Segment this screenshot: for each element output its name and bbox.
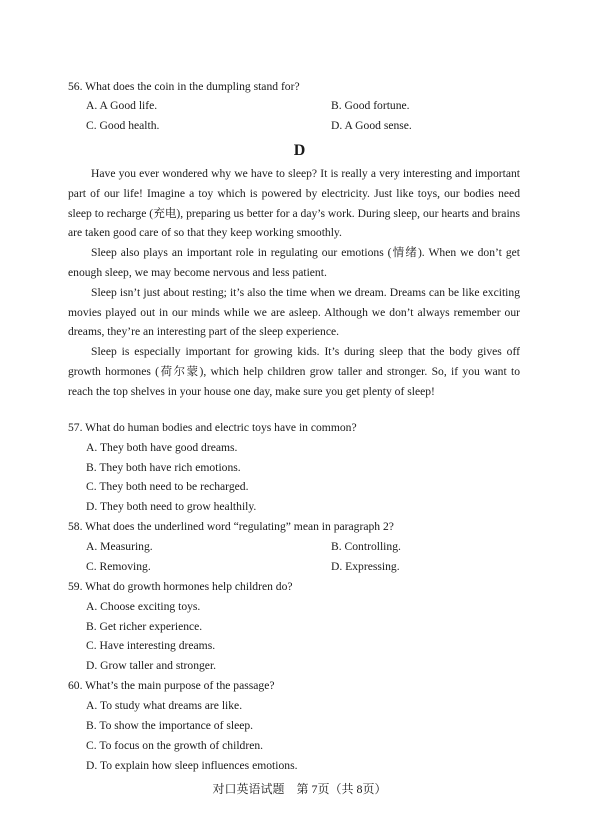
- q56-option-a: A. A Good life.: [86, 99, 158, 112]
- question-60: 60. What’s the main purpose of the passage?: [68, 679, 275, 692]
- q57-option-c: C. They both need to be recharged.: [86, 480, 249, 493]
- q58-option-b: B. Controlling.: [331, 540, 401, 553]
- q58-option-a: A. Measuring.: [86, 540, 153, 553]
- q57-option-a: A. They both have good dreams.: [86, 441, 238, 454]
- q57-option-b: B. They both have rich emotions.: [86, 461, 241, 474]
- q58-option-d: D. Expressing.: [331, 560, 400, 573]
- passage-paragraph-2: [68, 243, 520, 283]
- q60-option-d: D. To explain how sleep influences emotions.: [86, 759, 298, 772]
- page-footer: 对口英语试题 第 7页（共 8页）: [212, 782, 387, 796]
- passage-paragraph-1: Have you ever wondered why we have to sleep? It is really a very interesting and important part of our life! Imagine a toy which is powered by electricity. Just like toys, our bodies need sleep to recharge (充电), preparing us better for a day’s work. During sleep, our hearts and brains are taken good care of so that they keep working smoothly.: [68, 167, 520, 240]
- passage-paragraph-3: Sleep isn’t just about resting; it’s also the time when we dream. Dreams can be like exciting movies played out in our minds while we are asleep. Although we don’t always remember our dreams, they’re an interesting part of the sleep experience.: [68, 285, 520, 339]
- q56-option-d: D. A Good sense.: [331, 119, 412, 132]
- q58-option-c: C. Removing.: [86, 560, 151, 573]
- q59-option-b: B. Get richer experience.: [86, 620, 203, 633]
- reading-passage: [68, 164, 520, 402]
- q60-option-b: B. To show the importance of sleep.: [86, 719, 254, 732]
- q60-option-c: C. To focus on the growth of children.: [86, 739, 264, 752]
- q56-option-b: B. Good fortune.: [331, 99, 410, 112]
- passage-paragraph-4: Sleep is especially important for growing kids. It’s during sleep that the body gives off growth hormones (荷尔蒙), which help children grow taller and stronger. So, if you want to reach the top shelves in your house one day, make sure you get plenty of sleep!: [68, 345, 520, 398]
- question-57: 57. What do human bodies and electric toys have in common?: [68, 421, 357, 434]
- q56-option-c: C. Good health.: [86, 119, 160, 132]
- q60-option-a: A. To study what dreams are like.: [86, 699, 243, 712]
- q59-option-c: C. Have interesting dreams.: [86, 639, 216, 652]
- question-58: 58. What does the underlined word “regulating” mean in paragraph 2?: [68, 520, 394, 533]
- section-title: D: [293, 142, 306, 159]
- q59-option-a: A. Choose exciting toys.: [86, 600, 201, 613]
- underlined-word: regulating: [270, 246, 318, 260]
- p2-text-after: our emotions (情绪). When we don’t get enough sleep, we may become nervous and less patient.: [68, 246, 521, 279]
- question-56: 56. What does the coin in the dumpling stand for?: [68, 80, 300, 93]
- q59-option-d: D. Grow taller and stronger.: [86, 659, 217, 672]
- q57-option-d: D. They both need to grow healthily.: [86, 500, 257, 513]
- p2-text-before: Sleep also plays an important role in: [91, 246, 271, 260]
- question-59: 59. What do growth hormones help children do?: [68, 580, 293, 593]
